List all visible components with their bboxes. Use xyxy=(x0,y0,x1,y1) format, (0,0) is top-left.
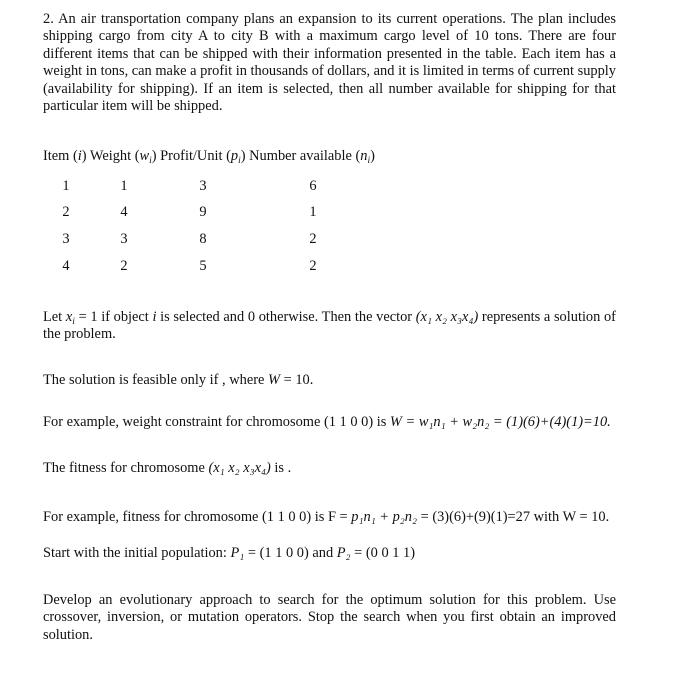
header-item: Item xyxy=(43,148,70,164)
cell-profit: 3 xyxy=(199,178,207,194)
definition-var: x xyxy=(65,309,73,325)
fitness-statement xyxy=(43,460,616,477)
feasibility-text: The solution is feasible only if , where xyxy=(43,372,265,388)
definition-sub: i xyxy=(72,317,75,327)
weight-example xyxy=(43,414,616,431)
header-weight: Weight xyxy=(89,148,132,164)
header-number-sub: i xyxy=(367,156,371,166)
header-item-symbol: i xyxy=(77,148,82,164)
cell-item: 3 xyxy=(62,231,70,247)
cell-weight: 4 xyxy=(120,204,128,220)
fitness-example-text: For example, fitness for chromosome (1 1 0 0) is F = xyxy=(43,509,348,525)
header-profit: Profit/Unit xyxy=(160,148,223,164)
definition-obj: i xyxy=(152,309,157,325)
fitness-end: is . xyxy=(274,460,292,476)
cell-weight: 2 xyxy=(120,258,128,274)
cell-number: 2 xyxy=(309,258,317,274)
header-number: Number available xyxy=(249,148,352,164)
initial-text: Start with the initial population: xyxy=(43,545,227,561)
weight-example-text: For example, weight constraint for chromosome (1 1 0 0) is xyxy=(43,414,387,430)
feasibility-value: = 10. xyxy=(283,372,314,388)
fitness-example-result: = (3)(6)+(9)(1)=27 with W = 10. xyxy=(420,509,610,525)
definition-vector: (x₁ x₂ x₃x₄) xyxy=(415,309,479,325)
fitness-vector: (x₁ x₂ x₃x₄) xyxy=(208,460,271,476)
definition-text-c: is selected and 0 otherwise. Then the vector xyxy=(160,309,413,325)
cell-profit: 8 xyxy=(199,231,207,247)
initial-p2: P₂ xyxy=(336,545,351,561)
cell-profit: 5 xyxy=(199,258,207,274)
cell-weight: 1 xyxy=(120,178,128,194)
header-profit-symbol: p xyxy=(230,148,239,164)
header-number-symbol: n xyxy=(360,148,368,164)
cell-item: 1 xyxy=(62,178,70,194)
cell-item: 2 xyxy=(62,204,70,220)
cell-number: 1 xyxy=(309,204,317,220)
cell-item: 4 xyxy=(62,258,70,274)
initial-p2-value: = (0 0 1 1) xyxy=(354,545,416,561)
cell-number: 6 xyxy=(309,178,317,194)
initial-population xyxy=(43,545,616,562)
table-header: Item (i) Weight $(w_i)$ Profit/Unit $(p_i)$ Number available $(n_i)$ xyxy=(43,148,375,166)
problem-statement xyxy=(43,11,616,115)
definition-text-a: Let xyxy=(43,309,63,325)
cell-weight: 3 xyxy=(120,231,128,247)
cell-profit: 9 xyxy=(199,204,207,220)
feasibility-var: W xyxy=(268,372,281,388)
fitness-example xyxy=(43,509,616,526)
fitness-example-formula: p₁n₁ + p₂n₂ xyxy=(351,509,417,525)
cell-number: 2 xyxy=(309,231,317,247)
definition-text-d: represents a solution of the problem. xyxy=(43,309,616,343)
feasibility-statement xyxy=(43,372,616,389)
header-weight-sub: i xyxy=(149,156,152,166)
header-profit-sub: i xyxy=(238,156,241,166)
weight-example-formula: W = w₁n₁ + w₂n₂ = (1)(6)+(4)(1)=10. xyxy=(389,414,611,430)
initial-p1: P₁ xyxy=(230,545,245,561)
initial-p1-value: = (1 1 0 0) and xyxy=(247,545,334,561)
variable-definition xyxy=(43,309,616,344)
problem-text: An air transportation company plans an expansion to its current operations. The plan includes shipping cargo from city A to city B with a maximum cargo level of 10 tons. There are four different items that can be shipped with their information presented in the table. Each item has a weight in tons, can make a profit in thousands of dollars, and it is limited in terms of current supply (availability for shipping). If an item is selected, then all number available for shipping for that particular item will be shipped. xyxy=(43,11,616,115)
definition-text-b: = 1 if object xyxy=(78,309,149,325)
task-statement xyxy=(43,592,616,644)
fitness-text: The fitness for chromosome xyxy=(43,460,205,476)
task-text: Develop an evolutionary approach to search for the optimum solution for this problem. Use crossover, inversion, or mutation operators. Stop the search when you first obtain an improved solution. xyxy=(43,592,616,643)
problem-number: 2. xyxy=(43,11,54,27)
header-weight-symbol: w xyxy=(139,148,150,164)
